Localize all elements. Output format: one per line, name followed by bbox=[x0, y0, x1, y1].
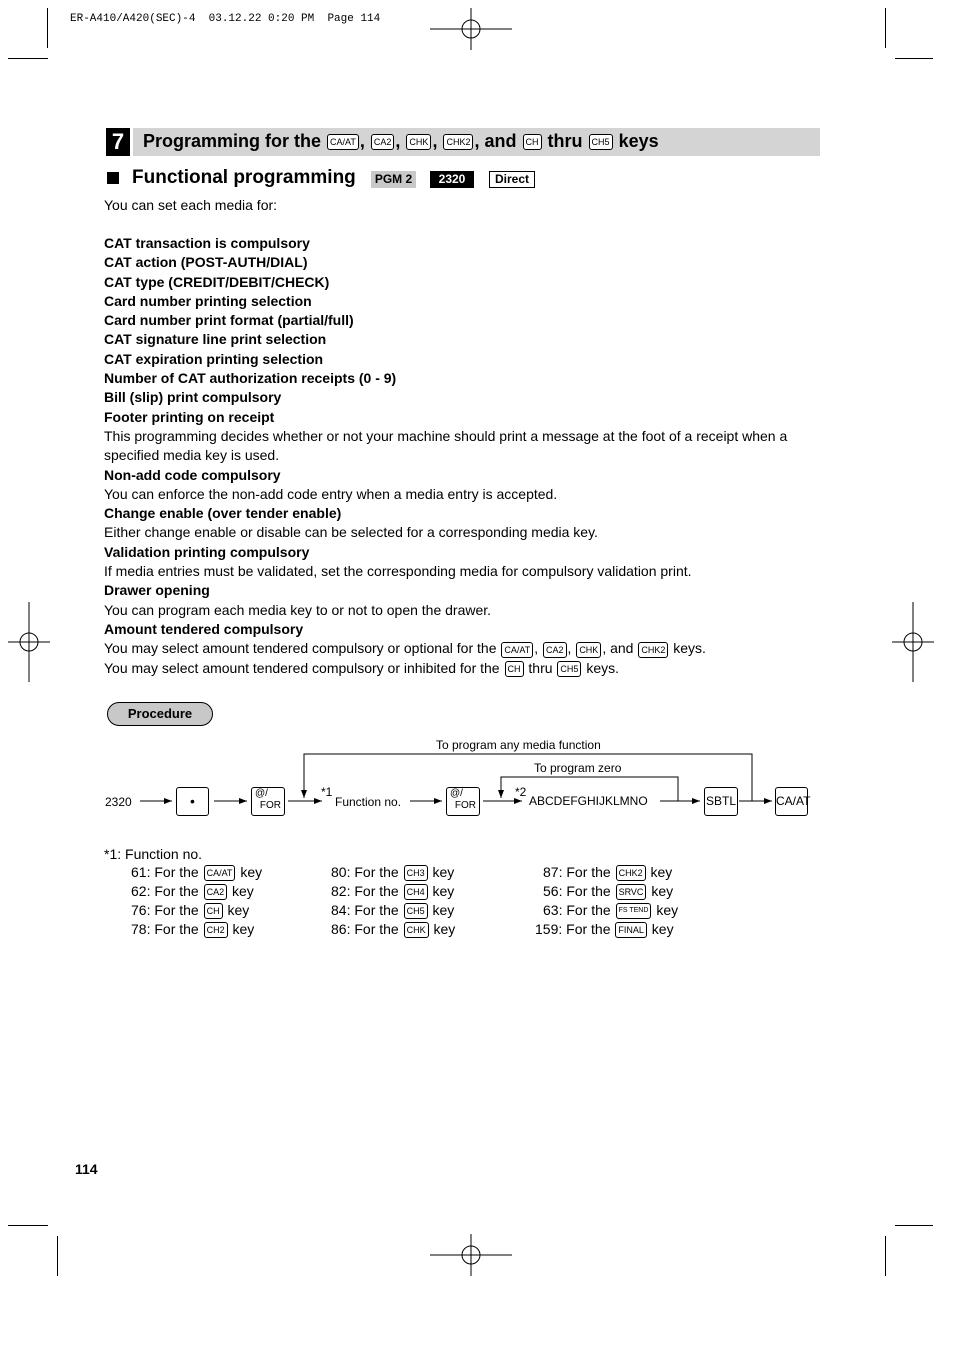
page-number: 114 bbox=[75, 1161, 98, 1177]
ca2-key-icon: CA2 bbox=[371, 134, 395, 150]
ch3-key-icon: CH3 bbox=[404, 865, 428, 881]
list-item: CAT signature line print selection bbox=[104, 331, 327, 348]
nonadd-description: You can enforce the non-add code entry when a media entry is accepted. bbox=[104, 485, 558, 502]
list-item: CAT action (POST-AUTH/DIAL) bbox=[104, 254, 308, 271]
change-description: Either change enable or disable can be selected for a corresponding media key. bbox=[104, 524, 598, 541]
for-key-icon: @/ FOR bbox=[251, 787, 285, 816]
nonadd-heading: Non-add code compulsory bbox=[104, 466, 281, 483]
validation-heading: Validation printing compulsory bbox=[104, 543, 310, 560]
srvc-key-icon: SRVC bbox=[616, 884, 647, 900]
list-item: CAT transaction is compulsory bbox=[104, 235, 310, 251]
table-row: 86: For the CHK key bbox=[331, 921, 456, 937]
change-heading: Change enable (over tender enable) bbox=[104, 505, 342, 522]
chk2-key-icon: CHK2 bbox=[638, 642, 668, 658]
fs-tend-key-icon: FS TEND bbox=[616, 903, 652, 919]
ch4-key-icon: CH4 bbox=[404, 884, 428, 900]
ch-key-icon: CH bbox=[204, 903, 223, 919]
table-row: 84: For the CH5 key bbox=[331, 902, 455, 918]
ca2-key-icon: CA2 bbox=[543, 642, 567, 658]
table-row: 62: For the CA2 key bbox=[131, 883, 254, 899]
list-item: CAT expiration printing selection bbox=[104, 350, 324, 367]
drawer-heading: Drawer opening bbox=[104, 582, 210, 599]
caat-key-icon: CA/AT bbox=[204, 865, 236, 881]
chk2-key-icon: CHK2 bbox=[616, 865, 646, 881]
list-item: Footer printing on receipt bbox=[104, 408, 275, 425]
table-row: 159: For the FINAL key bbox=[535, 921, 674, 937]
table-row: 78: For the CH2 key bbox=[131, 921, 255, 937]
section-title: Programming for the CA/AT , CA2 , CHK , CHK2 , and CH thru CH5 keys bbox=[143, 131, 659, 151]
procedure-label: Procedure bbox=[107, 702, 213, 726]
sbtl-key-icon: SBTL bbox=[704, 787, 738, 816]
code-tag: 2320 bbox=[430, 171, 474, 188]
list-item: Number of CAT authorization receipts (0 - 9) bbox=[104, 370, 397, 387]
final-key-icon: FINAL bbox=[615, 922, 647, 938]
loop-any-label: To program any media function bbox=[436, 738, 601, 752]
list-item: Bill (slip) print compulsory bbox=[104, 389, 282, 406]
print-header: ER-A410/A420(SEC)-4 03.12.22 0:20 PM Page 114 bbox=[70, 13, 381, 25]
ch5-key-icon: CH5 bbox=[404, 903, 428, 919]
chk2-key-icon: CHK2 bbox=[443, 134, 473, 150]
letters-label: ABCDEFGHIJKLMNO bbox=[529, 794, 648, 808]
chk-key-icon: CHK bbox=[404, 922, 429, 938]
list-item: Card number printing selection bbox=[104, 292, 312, 309]
table-row: 56: For the SRVC key bbox=[543, 883, 674, 899]
list-item: Card number print format (partial/full) bbox=[104, 312, 354, 329]
caat-key-icon: CA/AT bbox=[775, 787, 808, 816]
table-row: 76: For the CH key bbox=[131, 902, 250, 918]
note-1-mark: *1 bbox=[321, 785, 333, 799]
function-no-title: *1: Function no. bbox=[104, 846, 203, 862]
table-row: 80: For the CH3 key bbox=[331, 864, 455, 880]
ch2-key-icon: CH2 bbox=[204, 922, 228, 938]
ch-key-icon: CH bbox=[505, 661, 524, 677]
list-item: CAT type (CREDIT/DEBIT/CHECK) bbox=[104, 273, 330, 290]
function-no-label: Function no. bbox=[335, 795, 402, 809]
intro-text: You can set each media for: bbox=[104, 197, 278, 213]
amount-heading: Amount tendered compulsory bbox=[104, 620, 304, 637]
start-code: 2320 bbox=[105, 795, 132, 809]
ch5-key-icon: CH5 bbox=[589, 134, 613, 150]
table-row: 61: For the CA/AT key bbox=[131, 864, 263, 880]
section-number: 7 bbox=[106, 128, 130, 156]
ca2-key-icon: CA2 bbox=[204, 884, 228, 900]
footer-description: This programming decides whether or not your machine should print a message at the foot of a receipt when a specified media key is used. bbox=[104, 427, 788, 464]
caat-key-icon: CA/AT bbox=[501, 642, 533, 658]
caat-key-icon: CA/AT bbox=[327, 134, 359, 150]
direct-tag: Direct bbox=[489, 171, 535, 188]
pgm2-tag: PGM 2 bbox=[371, 171, 416, 188]
for-key-icon: @/ FOR bbox=[446, 787, 480, 816]
amount-line-2: You may select amount tendered compulsory or inhibited for the CH thru CH5 keys. bbox=[104, 659, 619, 676]
functional-programming-title: Functional programming bbox=[132, 167, 356, 188]
decimal-key-icon: • bbox=[176, 787, 209, 816]
validation-description: If media entries must be validated, set the corresponding media for compulsory validation print. bbox=[104, 563, 692, 580]
table-row: 87: For the CHK2 key bbox=[543, 864, 673, 880]
table-row: 82: For the CH4 key bbox=[331, 883, 455, 899]
drawer-description: You can program each media key to or not to open the drawer. bbox=[104, 601, 492, 618]
ch5-key-icon: CH5 bbox=[557, 661, 581, 677]
loop-zero-label: To program zero bbox=[534, 761, 622, 775]
note-2-mark: *2 bbox=[515, 785, 527, 799]
chk-key-icon: CHK bbox=[576, 642, 601, 658]
chk-key-icon: CHK bbox=[406, 134, 431, 150]
table-row: 63: For the FS TEND key bbox=[543, 902, 679, 918]
ch-key-icon: CH bbox=[523, 134, 542, 150]
amount-line-1: You may select amount tendered compulsory or optional for the CA/AT , CA2 , CHK , and CHK2 keys. bbox=[104, 640, 706, 657]
